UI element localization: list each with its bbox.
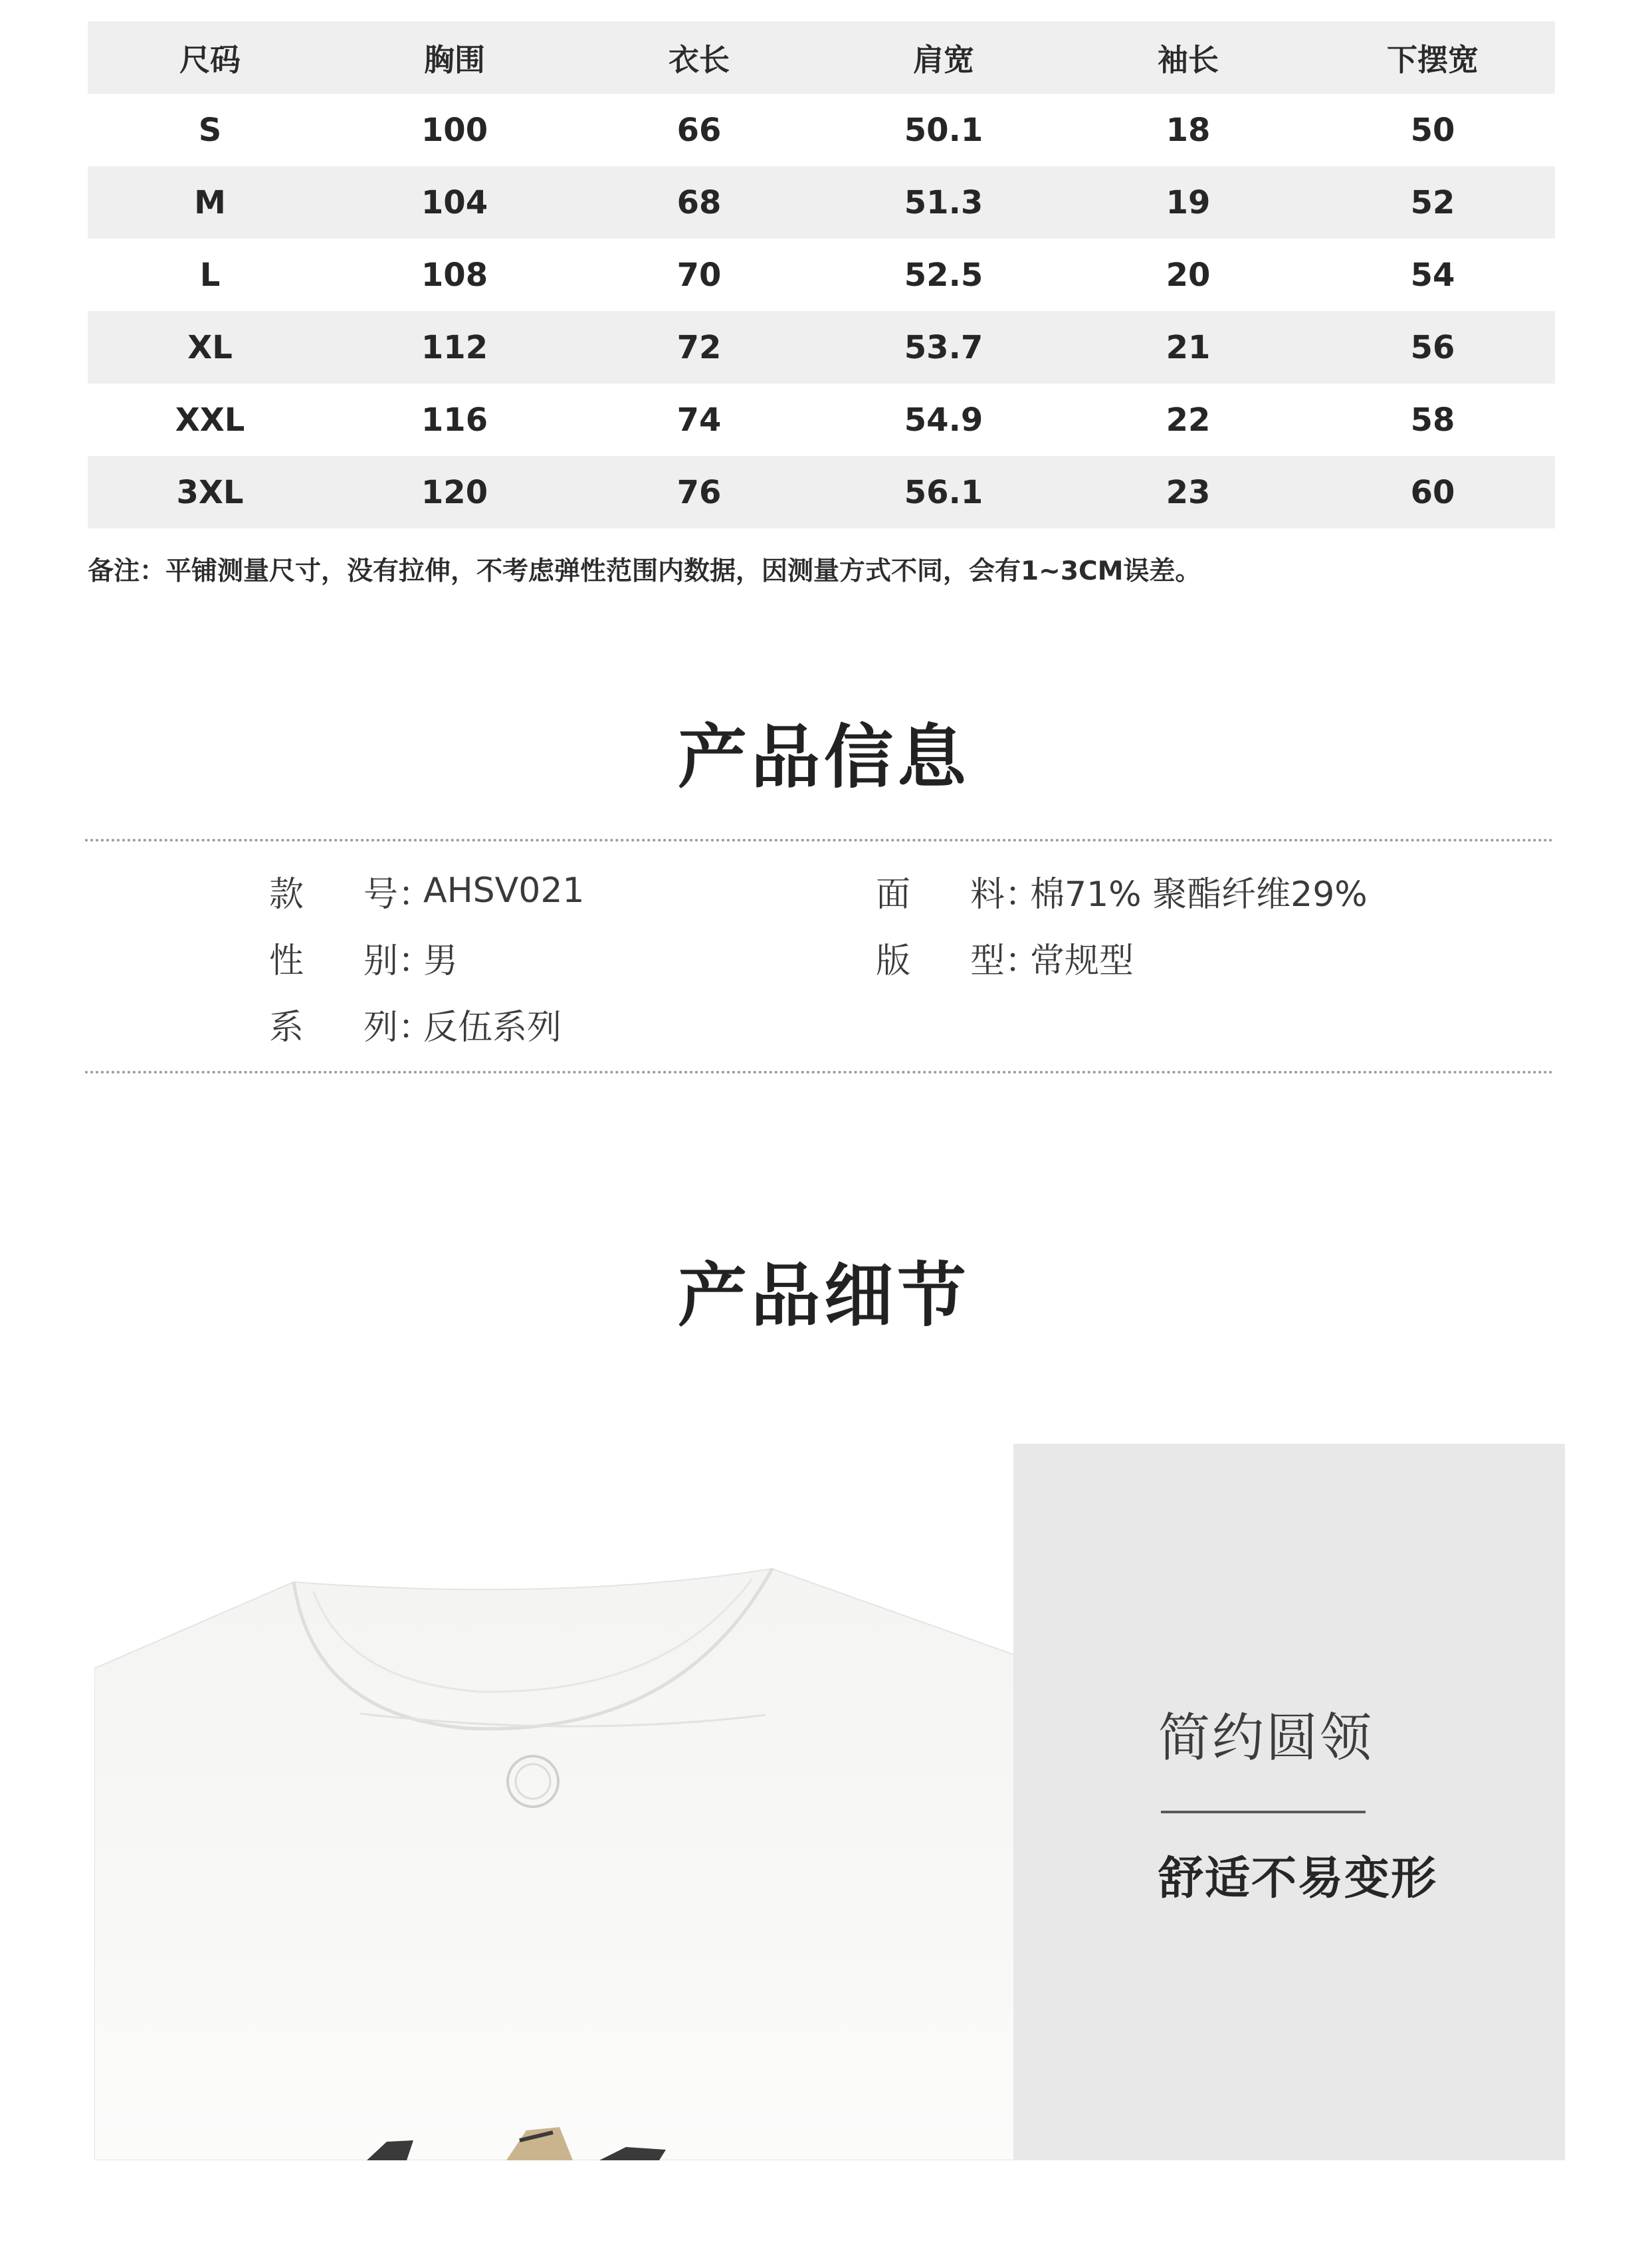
table-cell: M: [88, 166, 332, 239]
table-cell: 76: [577, 456, 821, 528]
table-cell: 54.9: [904, 401, 983, 439]
header-hem: 下摆宽: [1310, 21, 1555, 94]
table-cell: 116: [421, 401, 488, 439]
table-cell: 19: [1066, 166, 1310, 239]
info-item-fabric: [876, 867, 1368, 914]
table-row: [88, 384, 1555, 456]
table-cell: 72: [577, 311, 821, 384]
table-cell: 60: [1310, 456, 1555, 528]
table-cell: 18: [1166, 111, 1211, 149]
table-cell: 22: [1166, 401, 1211, 439]
info-label-char: 款: [269, 874, 304, 915]
table-cell: 66: [676, 111, 722, 149]
table-cell: 20: [1166, 256, 1211, 294]
shirt-collar-photo: [94, 1436, 1015, 2160]
divider-top: [85, 839, 1554, 842]
info-separator: ：: [1005, 941, 1040, 981]
info-item-series: [269, 1000, 562, 1047]
info-separator: ：: [398, 874, 433, 915]
table-cell: 108: [421, 256, 488, 294]
table-row: [88, 166, 1555, 239]
table-cell: 56.1: [821, 456, 1066, 528]
info-value: 常规型: [1030, 941, 1134, 981]
header-length: 衣长: [577, 21, 821, 94]
info-value: AHSV021: [423, 871, 585, 911]
table-cell: 23: [1066, 456, 1310, 528]
info-label-char: 型: [970, 941, 1005, 981]
info-label-char: 性: [269, 941, 304, 981]
info-value: 反伍系列: [423, 1007, 562, 1048]
info-item-gender: [269, 934, 458, 980]
size-table-header-row: [88, 21, 1555, 94]
table-cell: 56: [1310, 311, 1555, 384]
info-label-char: 号: [363, 874, 399, 915]
table-cell: 54: [1410, 256, 1455, 294]
table-row: [88, 239, 1555, 311]
panel-divider: [1161, 1811, 1366, 1813]
info-separator: ：: [1005, 874, 1040, 915]
info-value: 棉71% 聚酯纤维29%: [1030, 874, 1368, 915]
info-label-char: 面: [876, 874, 911, 915]
size-table: [88, 21, 1555, 528]
table-cell: 104: [332, 166, 577, 239]
table-row: [88, 311, 1555, 384]
product-detail-title: 产品细节: [677, 1255, 970, 1336]
table-cell: 52.5: [904, 256, 983, 294]
header-size: 尺码: [88, 21, 332, 94]
tshirt-collar-illustration: [94, 1436, 1015, 2160]
detail-panel: [1013, 1444, 1565, 2160]
info-label-char: 料: [970, 874, 1005, 915]
panel-subtitle: 舒适不易变形: [1158, 1853, 1438, 1905]
table-cell: 53.7: [821, 311, 1066, 384]
header-shoulder: 肩宽: [821, 21, 1066, 94]
table-cell: 70: [676, 256, 722, 294]
panel-title: 简约圆领: [1158, 1708, 1374, 1768]
info-item-style-number: [269, 867, 585, 914]
header-sleeve: 袖长: [1066, 21, 1310, 94]
table-cell: XXL: [175, 401, 245, 439]
table-cell: 74: [676, 401, 722, 439]
table-cell: 112: [332, 311, 577, 384]
info-value: 男: [423, 941, 459, 981]
info-separator: ：: [398, 1007, 433, 1048]
header-chest: 胸围: [332, 21, 577, 94]
info-label-char: 列: [363, 1007, 399, 1048]
product-info-title: 产品信息: [677, 717, 970, 798]
table-cell: 52: [1310, 166, 1555, 239]
info-separator: ：: [398, 941, 433, 981]
table-cell: L: [199, 256, 221, 294]
info-label-char: 别: [363, 941, 399, 981]
table-cell: 50.1: [904, 111, 983, 149]
divider-bottom: [85, 1071, 1554, 1074]
table-cell: 51.3: [821, 166, 1066, 239]
table-cell: 21: [1066, 311, 1310, 384]
table-row: [88, 456, 1555, 528]
size-remark: 备注：平铺测量尺寸，没有拉伸，不考虑弹性范围内数据，因测量方式不同，会有1~3CM误差。: [88, 556, 1201, 586]
table-cell: 50: [1410, 111, 1455, 149]
table-cell: 68: [577, 166, 821, 239]
table-cell: 100: [421, 111, 488, 149]
info-label-char: 系: [269, 1007, 304, 1048]
table-cell: 3XL: [88, 456, 332, 528]
table-cell: 120: [332, 456, 577, 528]
table-cell: XL: [88, 311, 332, 384]
info-label-char: 版: [876, 941, 911, 981]
table-cell: 58: [1410, 401, 1455, 439]
table-cell: S: [198, 111, 222, 149]
table-row: [88, 94, 1555, 166]
info-item-fit: [876, 934, 1134, 980]
